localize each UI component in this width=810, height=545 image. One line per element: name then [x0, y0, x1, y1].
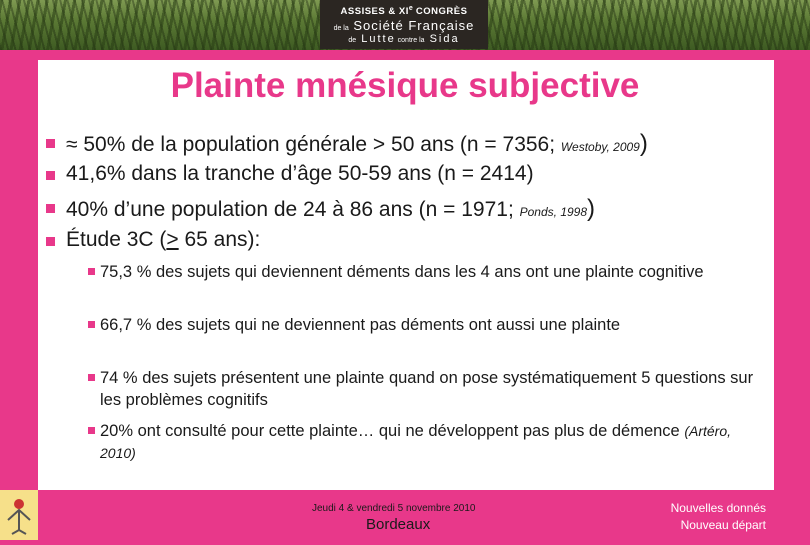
bullet-square-icon — [46, 171, 55, 180]
event-city: Bordeaux — [366, 516, 431, 533]
citation: (Artéro, 2010) — [100, 423, 732, 461]
congress-logo — [320, 0, 488, 49]
bullet-square-icon — [88, 268, 95, 275]
bullet-square-icon — [46, 204, 55, 213]
sub-bullet-item: 74 % des sujets présentent une plainte quand on pose systématiquement 5 questions sur les problèmes cognitifs — [88, 367, 768, 411]
sub-bullet-item: 20% ont consulté pour cette plainte… qui ne développent pas plus de démence (Artéro, 2010) — [88, 420, 768, 464]
logo-line-2: de la Société Française — [333, 18, 475, 34]
sub-bullet-item: 75,3 % des sujets qui deviennent déments dans les 4 ans ont une plainte cognitive — [88, 261, 768, 283]
logo-line-3: de Lutte contre la Sida — [348, 33, 460, 46]
bullet-square-icon — [88, 427, 95, 434]
event-date: Jeudi 4 & vendredi 5 novembre 2010 — [312, 503, 476, 514]
header-banner — [0, 0, 810, 50]
slide-title: Plainte mnésique subjective — [170, 66, 640, 105]
citation: Westoby, 2009 — [560, 140, 640, 154]
bullet-square-icon — [46, 237, 55, 246]
bullet-square-icon — [46, 139, 55, 148]
sfls-logo-icon — [0, 490, 38, 540]
logo-line-1: ASSISES & XIe CONGRÈS — [340, 5, 468, 18]
bullet-square-icon — [88, 374, 95, 381]
footer-tagline: Nouvelles donnés Nouveau départ — [670, 501, 766, 532]
sub-bullet-item: 66,7 % des sujets qui ne deviennent pas déments ont aussi une plainte — [88, 314, 768, 336]
citation: Ponds, 1998 — [519, 205, 588, 219]
bullet-square-icon — [88, 321, 95, 328]
